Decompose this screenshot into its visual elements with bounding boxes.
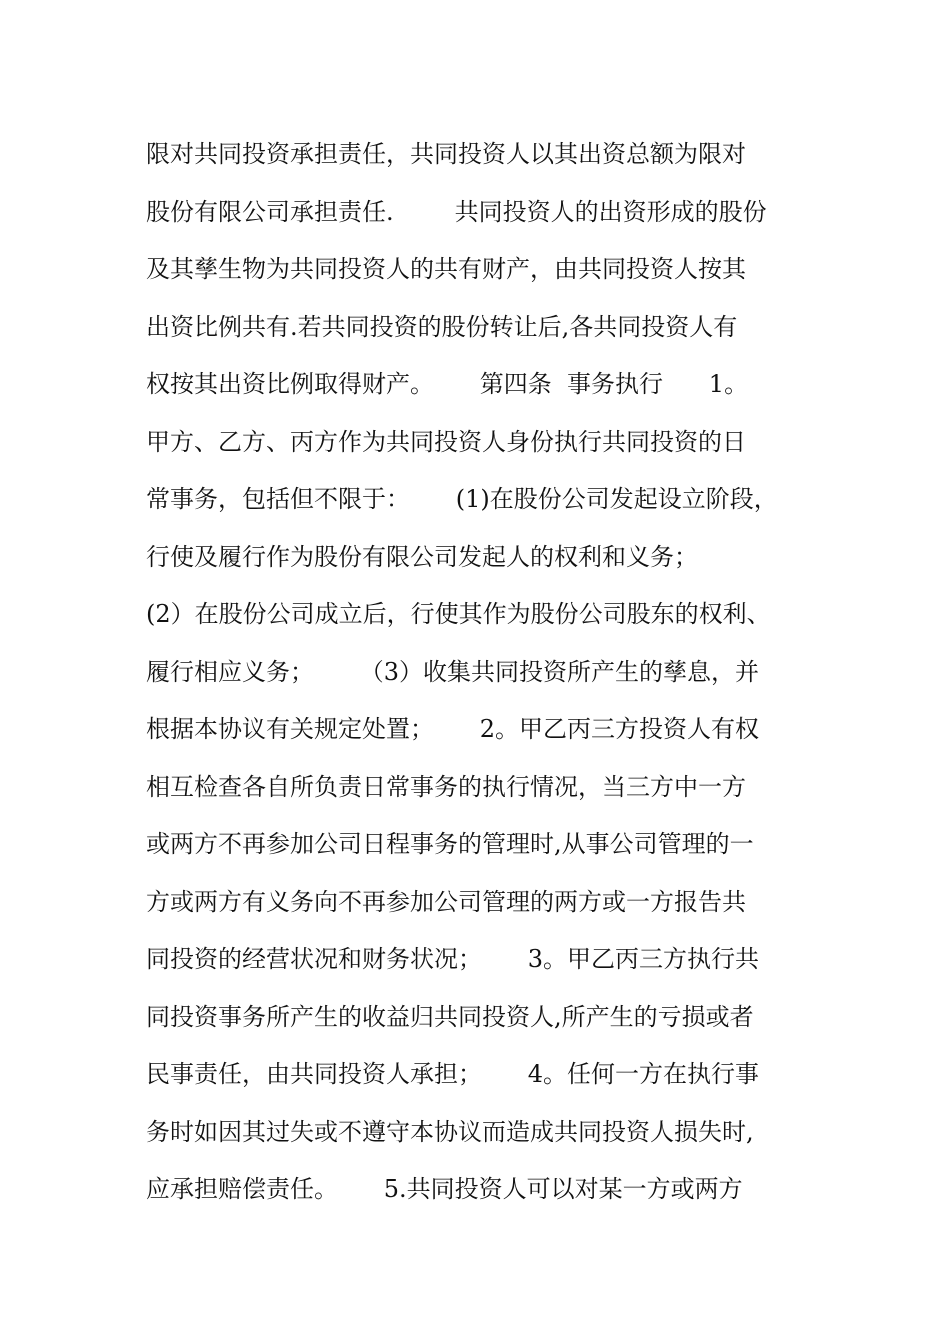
text-line: 行使及履行作为股份有限公司发起人的权利和义务； [146, 542, 698, 571]
text-line: (2）在股份公司成立后，行使其作为股份公司股东的权利、 [146, 600, 771, 628]
text-line: 权按其出资比例取得财产。 第四条 事务执行 1。 [146, 370, 749, 398]
text-line: 同投资事务所产生的收益归共同投资人,所产生的亏损或者 [146, 1002, 754, 1031]
text-line: 限对共同投资承担责任，共同投资人以其出资总额为限对 [146, 140, 746, 168]
text-line: 务时如因其过失或不遵守本协议而造成共同投资人损失时, [146, 1117, 754, 1146]
body-text [146, 126, 836, 1219]
text-line: 应承担赔偿责任。 5.共同投资人可以对某一方或两方 [146, 1175, 743, 1203]
text-line: 出资比例共有.若共同投资的股份转让后,各共同投资人有 [146, 312, 738, 341]
text-line: 民事责任，由共同投资人承担； 4。任何一方在执行事 [146, 1060, 760, 1088]
text-line: 履行相应义务； （3）收集共同投资所产生的孳息，并 [146, 657, 760, 686]
text-line: 股份有限公司承担责任. 共同投资人的出资形成的股份 [146, 197, 767, 226]
text-line: 常事务，包括但不限于： (1)在股份公司发起设立阶段， [146, 485, 778, 513]
text-line: 或两方不再参加公司日程事务的管理时,从事公司管理的一 [146, 830, 754, 858]
text-line: 甲方、乙方、丙方作为共同投资人身份执行共同投资的日 [146, 427, 746, 456]
text-line: 根据本协议有关规定处置； 2。甲乙丙三方投资人有权 [146, 715, 760, 743]
text-line: 同投资的经营状况和财务状况； 3。甲乙丙三方执行共 [146, 945, 760, 973]
text-line: 方或两方有义务向不再参加公司管理的两方或一方报告共 [146, 887, 746, 916]
text-line: 相互检查各自所负责日常事务的执行情况，当三方中一方 [146, 772, 746, 801]
text-line: 及其孳生物为共同投资人的共有财产，由共同投资人按其 [146, 255, 746, 283]
